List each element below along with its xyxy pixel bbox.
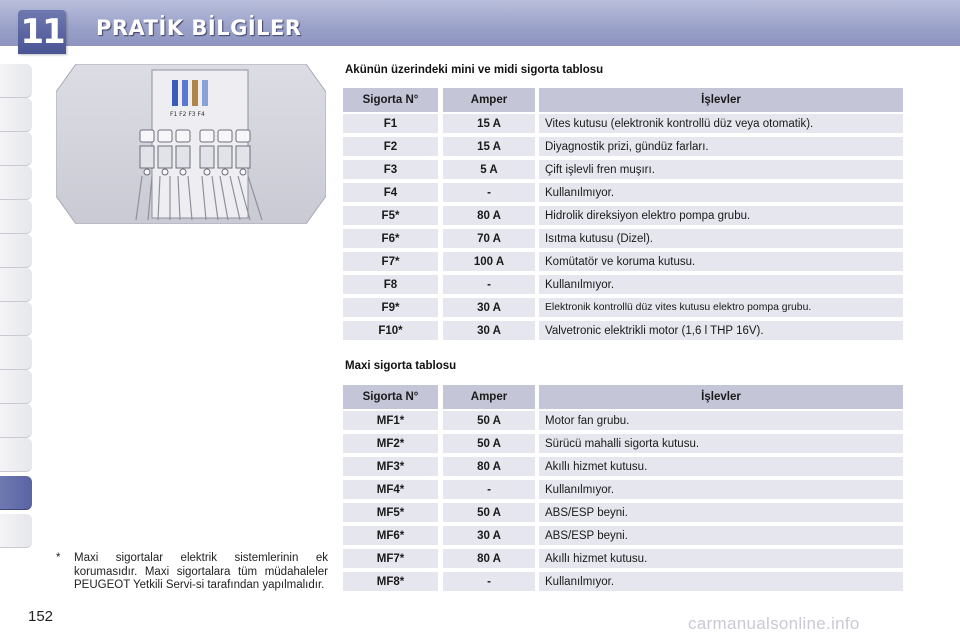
table-row <box>343 275 903 298</box>
side-tab[interactable] <box>0 166 32 200</box>
fuse-amper: 30 A <box>443 298 535 317</box>
mini-fuse-table <box>343 88 903 344</box>
fuse-amper: 100 A <box>443 252 535 271</box>
fuse-box-illustration <box>56 64 326 224</box>
fuse-id: MF3* <box>343 457 438 476</box>
side-tab[interactable] <box>0 98 32 132</box>
fuse-f2-icon <box>182 80 188 106</box>
footnote <box>56 552 328 593</box>
fuse-function: Vites kutusu (elektronik kontrollü düz veya otomatik). <box>539 114 903 133</box>
fuse-function: Kullanılmıyor. <box>539 183 903 202</box>
watermark: carmanualsonline.info <box>688 614 860 633</box>
col-header-amper: Amper <box>443 385 535 409</box>
footnote-marker: * <box>56 552 61 564</box>
fuse-amper: 70 A <box>443 229 535 248</box>
maxi-fuse-table <box>343 385 903 595</box>
side-tab[interactable] <box>0 234 32 268</box>
fuse-f1-icon <box>172 80 178 106</box>
fuse-id: MF1* <box>343 411 438 430</box>
fuse-function: Kullanılmıyor. <box>539 275 903 294</box>
col-header-functions: İşlevler <box>539 385 903 409</box>
fuse-id: F7* <box>343 252 438 271</box>
table-row <box>343 160 903 183</box>
page-number: 152 <box>28 608 54 625</box>
fuse-id: F9* <box>343 298 438 317</box>
fuse-amper: 15 A <box>443 114 535 133</box>
fuse-id: F6* <box>343 229 438 248</box>
table-row <box>343 252 903 275</box>
fuse-amper: 50 A <box>443 434 535 453</box>
side-tab[interactable] <box>0 404 32 438</box>
table-row <box>343 526 903 549</box>
fuse-function: Hidrolik direksiyon elektro pompa grubu. <box>539 206 903 225</box>
fuse-amper: - <box>443 183 535 202</box>
fuse-id: F2 <box>343 137 438 156</box>
fuse-amper: - <box>443 275 535 294</box>
fuse-function: Sürücü mahalli sigorta kutusu. <box>539 434 903 453</box>
fuse-function: Çift işlevli fren muşırı. <box>539 160 903 179</box>
table-row <box>343 480 903 503</box>
col-header-functions: İşlevler <box>539 88 903 112</box>
side-tab[interactable] <box>0 64 32 98</box>
fuse-amper: 50 A <box>443 503 535 522</box>
fuse-id: F5* <box>343 206 438 225</box>
page-title: PRATİK BİLGİLER <box>96 16 302 40</box>
table-row <box>343 434 903 457</box>
fuse-function: Elektronik kontrollü düz vites kutusu elektro pompa grubu. <box>539 298 903 317</box>
fuse-function: Akıllı hizmet kutusu. <box>539 457 903 476</box>
fuse-amper: 30 A <box>443 526 535 545</box>
table-header-row <box>343 385 903 411</box>
chapter-tab <box>18 10 66 54</box>
fuse-function: Akıllı hizmet kutusu. <box>539 549 903 568</box>
fuse-id: MF7* <box>343 549 438 568</box>
col-header-amper: Amper <box>443 88 535 112</box>
fuse-amper: 5 A <box>443 160 535 179</box>
table-row <box>343 298 903 321</box>
fuse-function: Valvetronic elektrikli motor (1,6 l THP 16V). <box>539 321 903 340</box>
fuse-box-diagram <box>56 64 326 224</box>
table-row <box>343 206 903 229</box>
fuse-function: ABS/ESP beyni. <box>539 526 903 545</box>
footnote-text: Maxi sigortalar elektrik sistemlerinin ek korumasıdır. Maxi sigortalara tüm müdahaleler PEUGEOT Yetkili Servi-si tarafından yapılmalıdır. <box>74 552 328 591</box>
table-row <box>343 572 903 595</box>
fuse-amper: 80 A <box>443 549 535 568</box>
fuse-id: MF6* <box>343 526 438 545</box>
col-header-fuse-no: Sigorta N° <box>343 385 438 409</box>
fuse-amper: 80 A <box>443 206 535 225</box>
side-tab[interactable] <box>0 302 32 336</box>
fuse-amper: - <box>443 480 535 499</box>
fuse-id: MF8* <box>343 572 438 591</box>
fuse-id: F1 <box>343 114 438 133</box>
fuse-function: Diyagnostik prizi, gündüz farları. <box>539 137 903 156</box>
fuse-amper: 50 A <box>443 411 535 430</box>
fuse-id: F4 <box>343 183 438 202</box>
fuse-id: MF5* <box>343 503 438 522</box>
table-row <box>343 321 903 344</box>
side-tab[interactable] <box>0 336 32 370</box>
chapter-number: 11 <box>20 12 64 52</box>
maxi-table-title: Maxi sigorta tablosu <box>345 360 457 372</box>
side-tab[interactable] <box>0 370 32 404</box>
fuse-id: F3 <box>343 160 438 179</box>
side-tab[interactable] <box>0 514 32 548</box>
fuse-function: Isıtma kutusu (Dizel). <box>539 229 903 248</box>
fuse-id: MF4* <box>343 480 438 499</box>
table-header-row <box>343 88 903 114</box>
fuse-amper: 15 A <box>443 137 535 156</box>
fuse-function: Kullanılmıyor. <box>539 480 903 499</box>
col-header-fuse-no: Sigorta N° <box>343 88 438 112</box>
table-row <box>343 114 903 137</box>
side-tab-active[interactable] <box>0 476 32 510</box>
fuse-label-text: F1 F2 F3 F4 <box>170 111 205 118</box>
fuse-id: MF2* <box>343 434 438 453</box>
table-row <box>343 457 903 480</box>
fuse-f4-icon <box>202 80 208 106</box>
side-tab[interactable] <box>0 438 32 472</box>
fuse-id: F8 <box>343 275 438 294</box>
fuse-amper: - <box>443 572 535 591</box>
table-row <box>343 503 903 526</box>
side-tab[interactable] <box>0 132 32 166</box>
fuse-function: Komütatör ve koruma kutusu. <box>539 252 903 271</box>
fuse-id: F10* <box>343 321 438 340</box>
table-row <box>343 411 903 434</box>
fuse-amper: 80 A <box>443 457 535 476</box>
side-tab[interactable] <box>0 200 32 234</box>
table-row <box>343 549 903 572</box>
table-row <box>343 183 903 206</box>
fuse-amper: 30 A <box>443 321 535 340</box>
fuse-function: ABS/ESP beyni. <box>539 503 903 522</box>
table-row <box>343 229 903 252</box>
table-row <box>343 137 903 160</box>
fuse-function: Kullanılmıyor. <box>539 572 903 591</box>
fuse-f3-icon <box>192 80 198 106</box>
mini-table-title: Akünün üzerindeki mini ve midi sigorta tablosu <box>345 64 604 76</box>
side-tab[interactable] <box>0 268 32 302</box>
fuse-function: Motor fan grubu. <box>539 411 903 430</box>
